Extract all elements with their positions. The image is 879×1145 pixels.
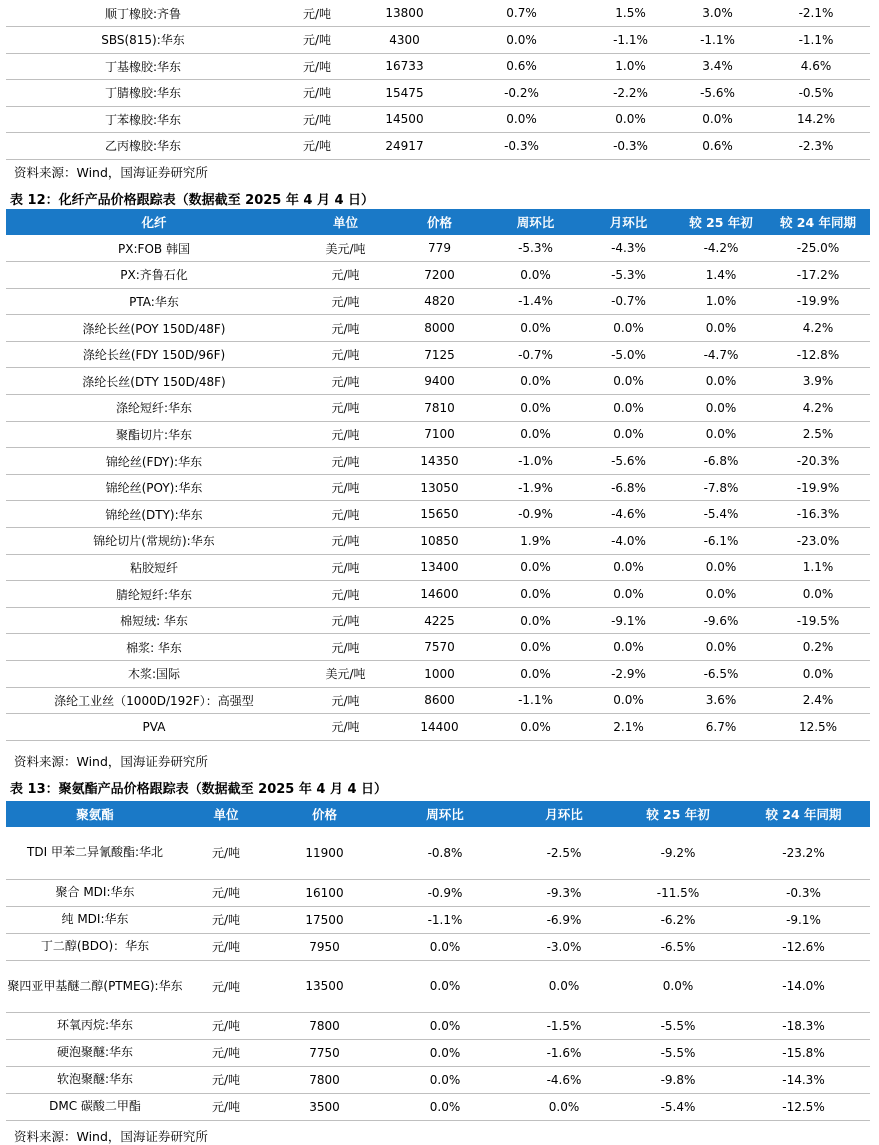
table-cell: 腈纶短纤:华东 [6,581,302,608]
table-cell: SBS(815):华东 [6,27,280,54]
table-row [6,687,870,714]
table-cell: 7125 [389,341,490,368]
table-cell: 软泡聚醚:华东 [6,1066,184,1093]
table-cell: -1.4% [490,288,581,315]
table-cell: 7800 [268,1012,381,1039]
table-cell: 1.9% [490,528,581,555]
header-cell: 较 25 年初 [619,801,737,827]
table-cell: -4.6% [581,501,676,528]
header-cell: 化纤 [6,209,302,235]
table-cell: 元/吨 [302,554,389,581]
table-cell: -6.5% [676,661,766,688]
table-row [6,879,870,906]
table-cell: -0.7% [490,341,581,368]
table-cell: 粘胶短纤 [6,554,302,581]
table-cell: 0.0% [381,1012,509,1039]
table-cell: -1.0% [490,448,581,475]
table-cell: -9.1% [581,607,676,634]
table-cell: -0.8% [381,827,509,879]
table-row [6,341,870,368]
table-cell: -9.1% [737,906,870,933]
table-cell: 2.4% [766,687,870,714]
table-cell: 11900 [268,827,381,879]
table-cell: 1.0% [676,288,766,315]
table-cell: 美元/吨 [302,661,389,688]
table-cell: 元/吨 [302,581,389,608]
table-cell: 元/吨 [302,288,389,315]
table-row [6,933,870,960]
table-cell: 锦纶丝(DTY):华东 [6,501,302,528]
table-cell: -5.3% [581,262,676,289]
table-cell: 聚四亚甲基醚二醇(PTMEG):华东 [6,960,184,1012]
table-cell: 0.0% [676,554,766,581]
table-cell: -25.0% [766,235,870,262]
table-cell: 24917 [354,133,455,160]
polyurethane-table-header [6,801,870,827]
fiber-price-table [6,209,870,741]
table-cell: 元/吨 [302,421,389,448]
table-cell: PX:FOB 韩国 [6,235,302,262]
table-row [6,1039,870,1066]
table-cell: 0.0% [581,634,676,661]
table-row [6,827,870,879]
table-cell: 4.6% [762,53,870,80]
table-row [6,607,870,634]
table-cell: 0.0% [490,368,581,395]
table-row [6,421,870,448]
table-row [6,714,870,741]
table-cell: 0.0% [509,1093,619,1120]
table-row [6,554,870,581]
table-cell: 7100 [389,421,490,448]
table-cell: 涤纶短纤:华东 [6,395,302,422]
table-cell: -17.2% [766,262,870,289]
table-cell: -12.8% [766,341,870,368]
table-cell: 0.0% [381,1039,509,1066]
table-cell: 14400 [389,714,490,741]
table-cell: 0.0% [581,368,676,395]
table-cell: 元/吨 [302,501,389,528]
table-cell: -4.6% [509,1066,619,1093]
table-cell: 元/吨 [302,262,389,289]
table-cell: 元/吨 [302,395,389,422]
table-cell: -4.3% [581,235,676,262]
table-cell: 0.0% [581,395,676,422]
table-cell: 锦纶切片(常规纺):华东 [6,528,302,555]
table-cell: -1.1% [381,906,509,933]
table-cell: 涤纶长丝(DTY 150D/48F) [6,368,302,395]
table-cell: 13050 [389,474,490,501]
table-cell: 8000 [389,315,490,342]
table-cell: -2.5% [509,827,619,879]
table-cell: 4225 [389,607,490,634]
table-cell: 17500 [268,906,381,933]
table-cell: 0.0% [490,607,581,634]
table-cell: 2.1% [581,714,676,741]
table-cell: -20.3% [766,448,870,475]
table-cell: -0.3% [588,133,673,160]
table-cell: DMC 碳酸二甲酯 [6,1093,184,1120]
table-row [6,80,870,107]
table-row [6,1066,870,1093]
table-cell: -1.9% [490,474,581,501]
table-cell: 元/吨 [302,687,389,714]
header-cell: 价格 [268,801,381,827]
table-cell: 10850 [389,528,490,555]
table-cell: 0.0% [676,581,766,608]
table-cell: 7810 [389,395,490,422]
table-cell: -3.0% [509,933,619,960]
rubber-price-table [6,0,870,160]
table-cell: -5.6% [581,448,676,475]
table-cell: 元/吨 [302,714,389,741]
table-title-fiber: 表 12：化纤产品价格跟踪表（数据截至 2025 年 4 月 4 日） [10,193,375,208]
table-cell: 元/吨 [302,341,389,368]
header-cell: 月环比 [509,801,619,827]
table-cell: -12.5% [737,1093,870,1120]
table-cell: 4.2% [766,315,870,342]
table-cell: 丁二醇(BDO)：华东 [6,933,184,960]
table-cell: 0.0% [581,581,676,608]
table-cell: -0.9% [490,501,581,528]
table-cell: 0.0% [676,368,766,395]
table-cell: 1000 [389,661,490,688]
table-cell: -0.5% [762,80,870,107]
table-cell: -0.7% [581,288,676,315]
table-cell: -1.1% [490,687,581,714]
table-cell: -19.9% [766,288,870,315]
table-row [6,661,870,688]
table-cell: 0.0% [581,687,676,714]
table-row [6,235,870,262]
table-cell: 硬泡聚醚:华东 [6,1039,184,1066]
table-cell: 0.6% [673,133,762,160]
table-cell: 2.5% [766,421,870,448]
table-cell: PVA [6,714,302,741]
table-cell: -2.3% [762,133,870,160]
table-cell: 0.0% [381,1066,509,1093]
table-cell: 元/吨 [184,1012,268,1039]
polyurethane-price-table [6,801,870,1121]
source-note-polyurethane: 资料来源：Wind，国海证券研究所 [14,1129,208,1144]
table-cell: 0.0% [581,421,676,448]
table-cell: 1.5% [588,0,673,27]
table-cell: -1.1% [588,27,673,54]
table-cell: 0.0% [490,714,581,741]
table-cell: 0.0% [676,395,766,422]
table-cell: 纯 MDI:华东 [6,906,184,933]
table-cell: PX:齐鲁石化 [6,262,302,289]
table-cell: 棉短绒: 华东 [6,607,302,634]
table-cell: 木浆:国际 [6,661,302,688]
header-cell: 价格 [389,209,490,235]
table-cell: -5.0% [581,341,676,368]
table-cell: 美元/吨 [302,235,389,262]
fiber-table-header [6,209,870,235]
table-cell: -2.2% [588,80,673,107]
table-cell: -0.3% [455,133,588,160]
table-cell: -23.2% [737,827,870,879]
table-cell: 元/吨 [184,933,268,960]
table-cell: 元/吨 [280,27,354,54]
table-cell: 元/吨 [302,607,389,634]
table-cell: 涤纶工业丝（1000D/192F）：高强型 [6,687,302,714]
table-cell: 12.5% [766,714,870,741]
table-cell: 7750 [268,1039,381,1066]
table-cell: 3.6% [676,687,766,714]
table-cell: 14350 [389,448,490,475]
table-cell: -9.8% [619,1066,737,1093]
fiber-table-body [6,235,870,740]
table-cell: 0.0% [588,106,673,133]
table-cell: 元/吨 [302,448,389,475]
table-cell: 14600 [389,581,490,608]
table-cell: 4.2% [766,395,870,422]
table-cell: 14500 [354,106,455,133]
table-cell: 0.0% [766,581,870,608]
header-cell: 周环比 [490,209,581,235]
table-cell: 13400 [389,554,490,581]
table-cell: 0.0% [673,106,762,133]
table-row [6,1012,870,1039]
table-cell: 16100 [268,879,381,906]
table-cell: 聚合 MDI:华东 [6,879,184,906]
table-cell: -6.5% [619,933,737,960]
table-cell: -0.3% [737,879,870,906]
table-cell: -15.8% [737,1039,870,1066]
table-cell: 元/吨 [280,0,354,27]
table-cell: -16.3% [766,501,870,528]
table-cell: 聚酯切片:华东 [6,421,302,448]
table-cell: -4.0% [581,528,676,555]
table-cell: -19.5% [766,607,870,634]
table-cell: 元/吨 [184,960,268,1012]
header-cell: 较 25 年初 [676,209,766,235]
table-cell: 7570 [389,634,490,661]
table-cell: 0.0% [619,960,737,1012]
table-cell: -0.9% [381,879,509,906]
table-cell: -0.2% [455,80,588,107]
table-cell: 元/吨 [302,368,389,395]
table-cell: 0.0% [490,661,581,688]
table-cell: 7200 [389,262,490,289]
table-cell: 7800 [268,1066,381,1093]
table-row [6,906,870,933]
table-cell: 0.0% [676,421,766,448]
table-cell: 0.0% [490,554,581,581]
table-row [6,133,870,160]
table-cell: 元/吨 [184,906,268,933]
table-cell: 13500 [268,960,381,1012]
table-cell: TDI 甲苯二异氰酸酯:华北 [6,827,184,879]
table-cell: 元/吨 [184,1066,268,1093]
table-cell: -4.7% [676,341,766,368]
table-title-polyurethane: 表 13：聚氨酯产品价格跟踪表（数据截至 2025 年 4 月 4 日） [10,782,388,797]
table-row [6,53,870,80]
table-cell: 0.0% [381,1093,509,1120]
table-cell: 0.0% [455,106,588,133]
table-cell: -5.5% [619,1012,737,1039]
table-row [6,960,870,1012]
table-cell: 顺丁橡胶:齐鲁 [6,0,280,27]
table-cell: 9400 [389,368,490,395]
table-cell: 0.6% [455,53,588,80]
table-cell: 0.0% [581,315,676,342]
table-cell: 元/吨 [184,1093,268,1120]
table-cell: 0.2% [766,634,870,661]
table-cell: 锦纶丝(POY):华东 [6,474,302,501]
table-cell: 元/吨 [302,528,389,555]
table-cell: -19.9% [766,474,870,501]
table-cell: 0.0% [490,315,581,342]
table-cell: 1.1% [766,554,870,581]
table-cell: 涤纶长丝(POY 150D/48F) [6,315,302,342]
table-cell: 元/吨 [302,634,389,661]
table-cell: 3.0% [673,0,762,27]
table-cell: 0.0% [490,262,581,289]
table-cell: 0.0% [490,634,581,661]
table-cell: 0.0% [381,933,509,960]
table-cell: 锦纶丝(FDY):华东 [6,448,302,475]
table-row [6,27,870,54]
table-cell: -7.8% [676,474,766,501]
table-cell: 元/吨 [280,133,354,160]
table-cell: -11.5% [619,879,737,906]
table-row [6,0,870,27]
table-cell: -6.1% [676,528,766,555]
polyurethane-table-body [6,827,870,1120]
table-cell: 0.0% [490,421,581,448]
header-cell: 较 24 年同期 [737,801,870,827]
table-row [6,474,870,501]
rubber-table-body [6,0,870,159]
table-cell: 元/吨 [280,53,354,80]
table-cell: -1.5% [509,1012,619,1039]
table-cell: PTA:华东 [6,288,302,315]
table-cell: 元/吨 [280,106,354,133]
table-cell: 0.0% [490,581,581,608]
table-row [6,368,870,395]
table-cell: 1.4% [676,262,766,289]
table-cell: 0.7% [455,0,588,27]
table-cell: 0.0% [509,960,619,1012]
table-cell: -5.6% [673,80,762,107]
table-cell: 元/吨 [184,1039,268,1066]
table-cell: 元/吨 [184,827,268,879]
header-cell: 单位 [302,209,389,235]
table-cell: -9.3% [509,879,619,906]
table-cell: 4820 [389,288,490,315]
table-cell: 14.2% [762,106,870,133]
table-cell: 15650 [389,501,490,528]
table-cell: 乙丙橡胶:华东 [6,133,280,160]
source-note-fiber: 资料来源：Wind，国海证券研究所 [14,754,208,769]
table-cell: -5.5% [619,1039,737,1066]
table-cell: -6.2% [619,906,737,933]
table-cell: 元/吨 [302,315,389,342]
table-cell: -14.3% [737,1066,870,1093]
table-cell: 8600 [389,687,490,714]
table-cell: -2.1% [762,0,870,27]
table-cell: -4.2% [676,235,766,262]
header-cell: 月环比 [581,209,676,235]
table-row [6,634,870,661]
table-cell: 丁腈橡胶:华东 [6,80,280,107]
table-cell: -9.6% [676,607,766,634]
header-cell: 聚氨酯 [6,801,184,827]
table-cell: -23.0% [766,528,870,555]
table-cell: 4300 [354,27,455,54]
table-cell: -5.4% [676,501,766,528]
table-cell: -1.1% [762,27,870,54]
table-cell: -1.6% [509,1039,619,1066]
table-cell: 13800 [354,0,455,27]
table-cell: 0.0% [381,960,509,1012]
table-cell: -6.8% [676,448,766,475]
table-cell: -5.3% [490,235,581,262]
table-cell: 0.0% [676,634,766,661]
table-cell: 3.4% [673,53,762,80]
table-cell: -1.1% [673,27,762,54]
table-cell: 16733 [354,53,455,80]
table-cell: 3.9% [766,368,870,395]
table-cell: 丁基橡胶:华东 [6,53,280,80]
table-cell: 元/吨 [302,474,389,501]
table-cell: -2.9% [581,661,676,688]
table-row [6,1093,870,1120]
table-row [6,528,870,555]
table-cell: 0.0% [490,395,581,422]
table-cell: 0.0% [676,315,766,342]
table-cell: 15475 [354,80,455,107]
table-cell: -14.0% [737,960,870,1012]
table-cell: -12.6% [737,933,870,960]
source-note-rubber: 资料来源：Wind，国海证券研究所 [14,165,208,180]
table-cell: 元/吨 [184,879,268,906]
table-cell: 丁苯橡胶:华东 [6,106,280,133]
table-cell: 0.0% [766,661,870,688]
table-cell: 0.0% [581,554,676,581]
table-row [6,315,870,342]
table-cell: 0.0% [455,27,588,54]
table-row [6,448,870,475]
header-cell: 周环比 [381,801,509,827]
table-cell: 3500 [268,1093,381,1120]
table-row [6,581,870,608]
table-cell: 元/吨 [280,80,354,107]
header-cell: 较 24 年同期 [766,209,870,235]
table-row [6,106,870,133]
table-cell: 1.0% [588,53,673,80]
table-cell: -9.2% [619,827,737,879]
table-cell: -6.8% [581,474,676,501]
table-cell: -18.3% [737,1012,870,1039]
table-cell: -6.9% [509,906,619,933]
table-cell: 779 [389,235,490,262]
table-cell: 环氧丙烷:华东 [6,1012,184,1039]
table-cell: 7950 [268,933,381,960]
table-row [6,262,870,289]
table-row [6,288,870,315]
table-cell: 棉浆: 华东 [6,634,302,661]
header-cell: 单位 [184,801,268,827]
table-cell: 涤纶长丝(FDY 150D/96F) [6,341,302,368]
table-row [6,395,870,422]
table-cell: -5.4% [619,1093,737,1120]
table-row [6,501,870,528]
table-cell: 6.7% [676,714,766,741]
